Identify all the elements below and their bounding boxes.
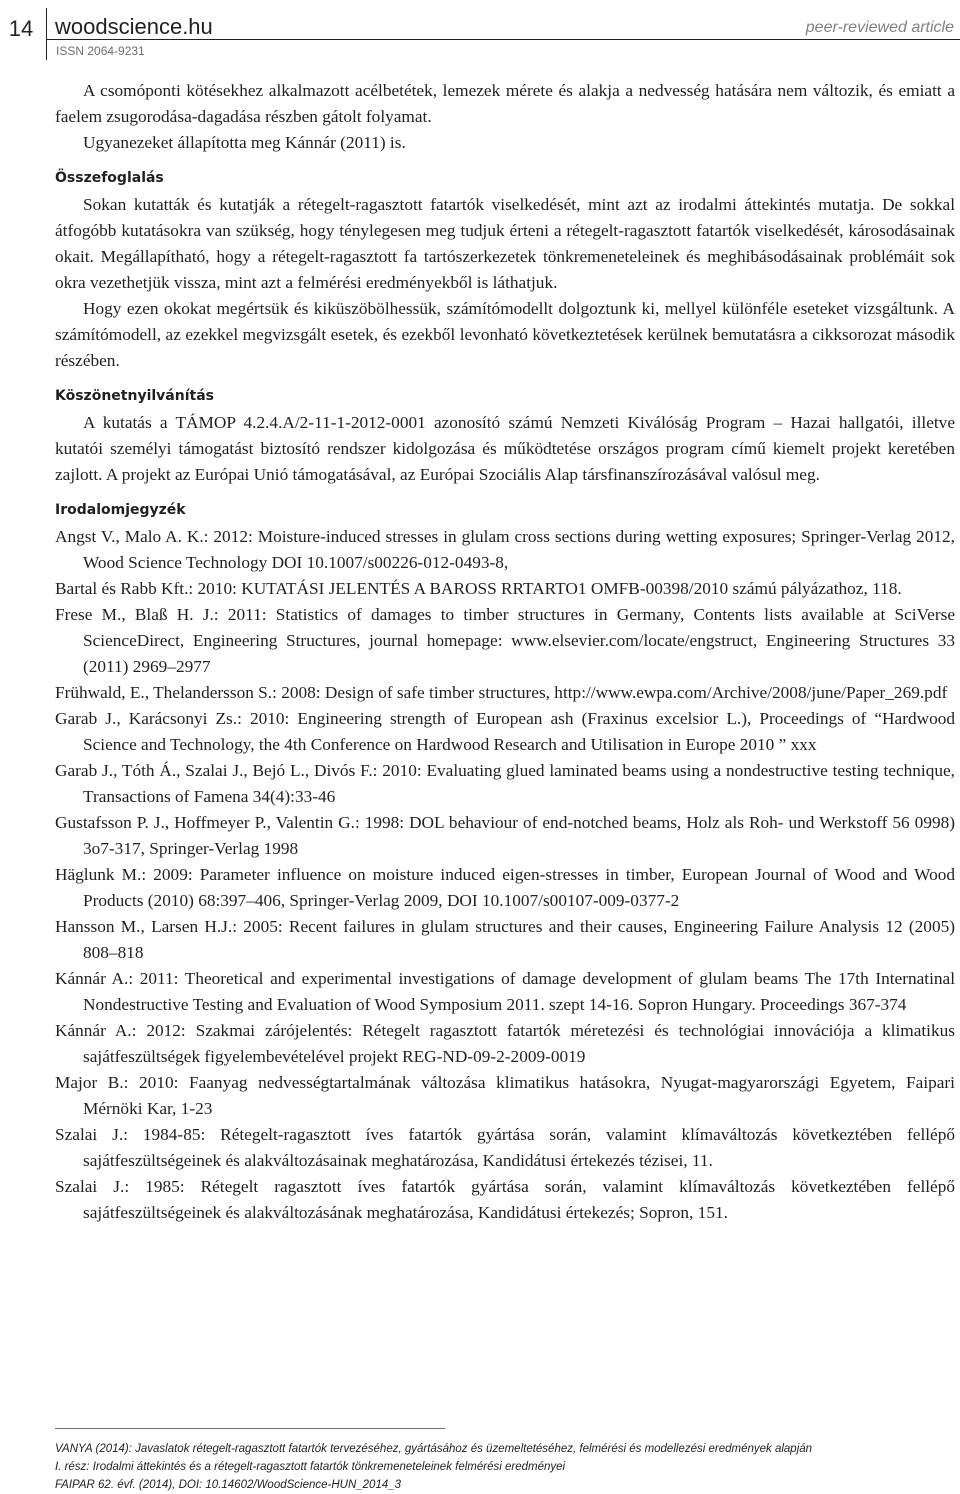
reference-item: Frese M., Blaß H. J.: 2011: Statistics of damages to timber structures in Germany, Contents lists available at SciVerse ScienceDirect, Engineering Structures, journal homepage: www.elsevier.com/locate/engstruct, Engineering Structures 33 (2011) 2969–2977 bbox=[55, 605, 955, 676]
reference-item: Bartal és Rabb Kft.: 2010: KUTATÁSI JELENTÉS A BAROSS RRTARTO1 OMFB-00398/2010 számú pályázathoz, 118. bbox=[55, 579, 902, 598]
page-footer bbox=[55, 1440, 955, 1494]
acknowledgement-paragraph: A kutatás a TÁMOP 4.2.4.A/2-11-1-2012-0001 azonosító számú Nemzeti Kiválóság Program – Hazai hallgatói, illetve kutatói személyi támogatást biztosító rendszer kidolgozása és működtetése országos program című kiemelt projekt keretében zajlott. A projekt az Európai Unió támogatásával, az Európai Szociális Alap társfinanszírozásával valósul meg. bbox=[55, 413, 955, 484]
summary-heading: Összefoglalás bbox=[55, 170, 164, 186]
reference-item: Hansson M., Larsen H.J.: 2005: Recent failures in glulam structures and their causes, Engineering Failure Analysis 12 (2005) 808–818 bbox=[55, 917, 955, 962]
intro-paragraph: A csomóponti kötésekhez alkalmazott acélbetétek, lemezek mérete és alakja a nedvesség hatására nem változik, és emiatt a faelem zsugorodása-dagadása részben gátolt folyamat. bbox=[55, 81, 955, 126]
reference-item: Kánnár A.: 2011: Theoretical and experimental investigations of damage development of glulam beams The 17th Internatinal Nondestructive Testing and Evaluation of Wood Symposium 2011. szept 14-16. Sopron Hungary. Proceedings 367-374 bbox=[55, 969, 955, 1014]
article-type-label: peer-reviewed article bbox=[805, 19, 954, 36]
reference-item: Szalai J.: 1984-85: Rétegelt-ragasztott íves fatartók gyártása során, valamint klímaváltozás következtében fellépő sajátfeszültségeinek és alakváltozásainak meghatározása, Kandidátusi értekezés tézisei, 11. bbox=[55, 1125, 955, 1170]
header-vertical-divider bbox=[46, 8, 47, 60]
footer-doi-line: FAIPAR 62. évf. (2014), DOI: 10.14602/WoodScience-HUN_2014_3 bbox=[55, 1479, 402, 1491]
summary-paragraph: Sokan kutatták és kutatják a rétegelt-ragasztott fatartók viselkedését, mint azt az irodalmi áttekintés mutatja. De sokkal átfogóbb kutatásokra van szükség, hogy ténylegesen meg tudjuk érteni a rétegelt-ragasztott fatartók viselkedését, károsodásainak okait. Megállapítható, hogy a rétegelt-ragasztott fa tartószerkezetek tönkremeneteleinek és meghibásodásainak problémáit sok okra vezethetjük vissza, mint azt a felmérési eredményekből is láthatjuk. bbox=[55, 195, 955, 292]
reference-list bbox=[55, 524, 955, 1226]
summary-paragraph: Hogy ezen okokat megértsük és kiküszöbölhessük, számítómodellt dolgoztunk ki, mellyel különféle eseteket vizsgáltunk. A számítómodell, az ezekkel megvizsgált esetek, és ezekből levonható következtetések kerülnek bemutatásra a cikksorozat második részében. bbox=[55, 299, 955, 370]
reference-item: Major B.: 2010: Faanyag nedvességtartalmának változása klimatikus hatásokra, Nyugat-magyarországi Egyetem, Faipari Mérnöki Kar, 1-23 bbox=[55, 1073, 955, 1118]
reference-item: Angst V., Malo A. K.: 2012: Moisture-induced stresses in glulam cross sections during wetting exposures; Springer-Verlag 2012, Wood Science Technology DOI 10.1007/s00226-012-0493-8, bbox=[55, 527, 955, 572]
footer-citation-line: I. rész: Irodalmi áttekintés és a rétegelt-ragasztott fatartók tönkremeneteleinek felmérési eredményei bbox=[55, 1461, 566, 1473]
page-number: 14 bbox=[8, 16, 34, 41]
acknowledgement-heading: Köszönetnyilvánítás bbox=[55, 388, 214, 404]
page-header bbox=[0, 0, 960, 60]
references-heading: Irodalomjegyzék bbox=[55, 502, 186, 518]
reference-item: Szalai J.: 1985: Rétegelt ragasztott íves fatartók gyártása során, valamint klímaváltozás következtében fellépő sajátfeszültségeinek és alakváltozásának meghatározása, Kandidátusi értekezés; Sopron, 151. bbox=[55, 1177, 955, 1222]
reference-item: Frühwald, E., Thelandersson S.: 2008: Design of safe timber structures, http://www.ewpa.com/Archive/2008/june/Paper_269.pdf bbox=[55, 683, 948, 702]
reference-item: Gustafsson P. J., Hoffmeyer P., Valentin G.: 1998: DOL behaviour of end-notched beams, Holz als Roh- und Werkstoff 56 0998) 3o7-317, Springer-Verlag 1998 bbox=[55, 813, 955, 858]
site-name[interactable]: woodscience.hu bbox=[55, 14, 213, 39]
reference-item: Garab J., Karácsonyi Zs.: 2010: Engineering strength of European ash (Fraxinus excelsior L.), Proceedings of “Hardwood Science and Technology, the 4th Conference on Hardwood Research and Utilisation in Europe 2010 ” xxx bbox=[55, 709, 955, 754]
issn-label: ISSN 2064-9231 bbox=[56, 44, 145, 58]
reference-item: Garab J., Tóth Á., Szalai J., Bejó L., Divós F.: 2010: Evaluating glued laminated beams using a nondestructive testing technique, Transactions of Famena 34(4):33-46 bbox=[55, 761, 955, 806]
footer-divider bbox=[55, 1428, 445, 1429]
reference-item: Kánnár A.: 2012: Szakmai zárójelentés: Rétegelt ragasztott fatartók méretezési és technológiai innovációja a klimatikus sajátfeszültségek figyelembevételével projekt REG-ND-09-2-2009-0019 bbox=[55, 1021, 955, 1066]
reference-item: Häglunk M.: 2009: Parameter influence on moisture induced eigen-stresses in timber, European Journal of Wood and Wood Products (2010) 68:397–406, Springer-Verlag 2009, DOI 10.1007/s00107-009-0377-2 bbox=[55, 865, 955, 910]
footer-citation-line: VANYA (2014): Javaslatok rétegelt-ragasztott fatartók tervezéséhez, gyártásához és üzemeltetéséhez, felmérési és modellezési eredmények alapján bbox=[55, 1443, 813, 1455]
intro-paragraph: Ugyanezeket állapította meg Kánnár (2011) is. bbox=[83, 133, 406, 152]
article-body bbox=[55, 78, 955, 1226]
